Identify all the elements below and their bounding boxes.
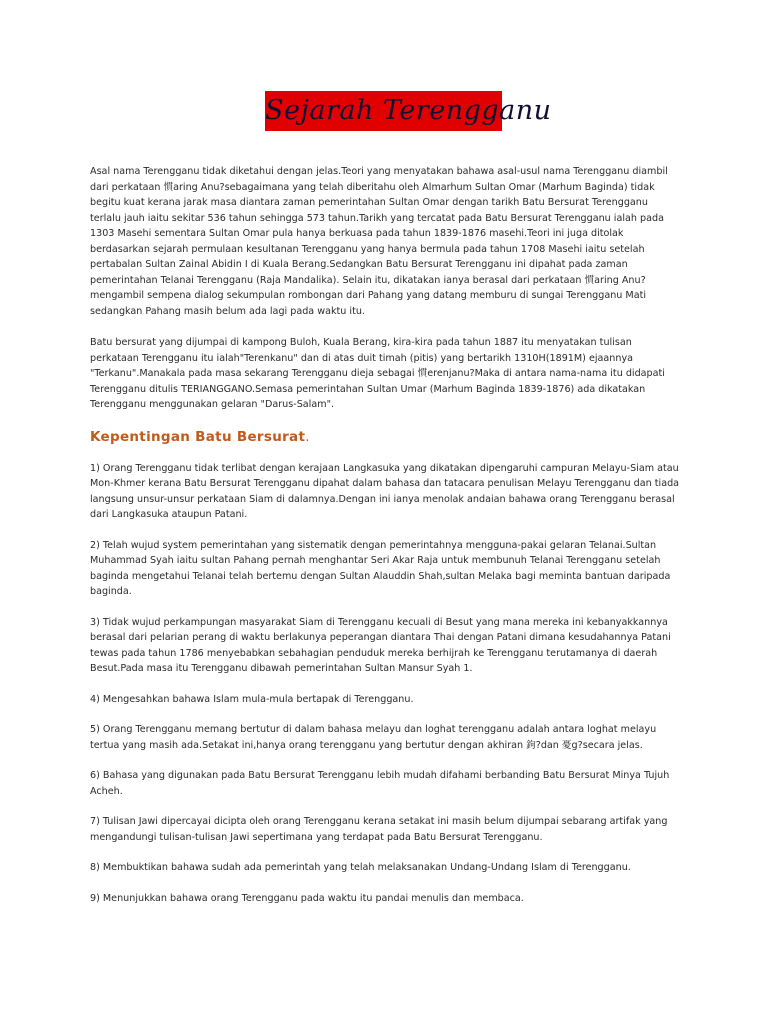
list-item: 7) Tulisan Jawi dipercayai dicipta oleh orang Terengganu kerana setakat ini masih belum dijumpai sebarang artifak yang mengandungi tulisan-tulisan Jawi sepertimana yang terdapat pada Batu Bersurat Terengganu.: [90, 816, 668, 843]
list-item: 9) Menunjukkan bahawa orang Terengganu pada waktu itu pandai menulis dan membaca.: [90, 892, 524, 904]
list-item: 3) Tidak wujud perkampungan masyarakat Siam di Terengganu kecuali di Besut yang mana mereka ini kebanyakkannya berasal dari pelarian perang di waktu berlakunya peperangan diantara Thai dengan Patani dimana kesudahannya Patani tewas pada tahun 1786 menyebabkan sebahagian penduduk mereka berhijrah ke Terengganu terutamanya di daerah Besut.Pada masa itu Terengganu dibawah pemerintahan Sultan Mansur Syah 1.: [90, 616, 671, 674]
list-item: 5) Orang Terengganu memang bertutur di dalam bahasa melayu dan loghat terengganu adalah antara loghat melayu tertua yang masih ada.Setakat ini,hanya orang terengganu yang bertutur dengan akhiran 鉤?dan 憂g?secara jelas.: [90, 724, 657, 751]
list-item: 4) Mengesahkan bahawa Islam mula-mula bertapak di Terengganu.: [90, 693, 414, 705]
intro-paragraph-2: Batu bersurat yang dijumpai di kampong Buloh, Kuala Berang, kira-kira pada tahun 1887 itu menyatakan tulisan perkataan Terengganu itu ialah"Terenkanu" dan di atas duit timah (pitis) yang bertarikh 1310H(1891M) ejaannya "Terkanu".Manakala pada masa sekarang Terengganu dieja sebagai 慣erenjanu?Maka di antara nama-nama itu didapati Terengganu ditulis TERIANGGANO.Semasa pemerintahan Sultan Umar (Marhum Baginda 1839-1876) ada dikatakan Terengganu menggunakan gelaran "Darus-Salam".: [90, 337, 665, 410]
page-title-banner: [265, 91, 552, 131]
list-item: 8) Membuktikan bahawa sudah ada pemerintah yang telah melaksanakan Undang-Undang Islam di Terengganu.: [90, 862, 631, 873]
intro-paragraph-1: Asal nama Terengganu tidak diketahui dengan jelas.Teori yang menyatakan bahawa asal-usul nama Terengganu diambil dari perkataan 慣aring Anu?sebagaimana yang telah diberitahu oleh Almarhum Sultan Omar (Marhum Baginda) tidak begitu kuat kerana jarak masa diantara zaman pemerintahan Sultan Omar dengan tarikh Batu Bersurat Terengganu terlalu jauh iaitu sekitar 536 tahun sehingga 573 tahun.Tarikh yang tercatat pada Batu Bersurat Terengganu ialah pada 1303 Masehi sementara Sultan Omar pula hanya berkuasa pada tahun 1839-1876 masehi.Teori ini juga ditolak berdasarkan sejarah permulaan kesultanan Terengganu yang hanya bermula pada tahun 1708 Masehi iaitu setelah pertabalan Sultan Zainal Abidin I di Kuala Berang.Sedangkan Batu Bersurat Terengganu ini dipahat pada zaman pemerintahan Telanai Terengganu (Raja Mandalika). Selain itu, dikatakan ianya berasal dari perkataan 慣aring Anu?mengambil sempena dialog sekumpulan rombongan dari Pahang yang datang memburu di sungai Terengganu Mati sedangkan Pahang masih belum ada lagi pada waktu itu.: [90, 166, 668, 317]
list-item: 2) Telah wujud system pemerintahan yang sistematik dengan pemerintahnya mengguna-pakai gelaran Telanai.Sultan Muhammad Syah iaitu sultan Pahang pernah menghantar Seri Akar Raja untuk membunuh Telanai Terengganu setelah baginda mengetahui Telanai telah bertemu dengan Sultan Alauddin Shah,sultan Melaka bagi meminta bantuan daripada baginda.: [90, 539, 671, 597]
section-heading: [90, 429, 680, 445]
article-body: [90, 164, 680, 921]
page-title: Sejarah Terengganu: [265, 95, 552, 126]
list-item: 6) Bahasa yang digunakan pada Batu Bersurat Terengganu lebih mudah difahami berbanding Batu Bersurat Minya Tujuh Acheh.: [90, 770, 670, 797]
section-heading-suffix: .: [305, 428, 310, 445]
list-item: 1) Orang Terengganu tidak terlibat dengan kerajaan Langkasuka yang dikatakan dipengaruhi campuran Melayu-Siam atau Mon-Khmer kerana Batu Bersurat Terengganu dipahat dalam bahasa dan tatacara penulisan Melayu Terengganu dan tiada langsung unsur-unsur perkataan Siam di dalamnya.Dengan ini ianya menolak andaian bahawa orang Terengganu berasal dari Langkasuka ataupun Patani.: [90, 462, 680, 520]
section-heading-text: Kepentingan Batu Bersurat: [90, 428, 306, 445]
